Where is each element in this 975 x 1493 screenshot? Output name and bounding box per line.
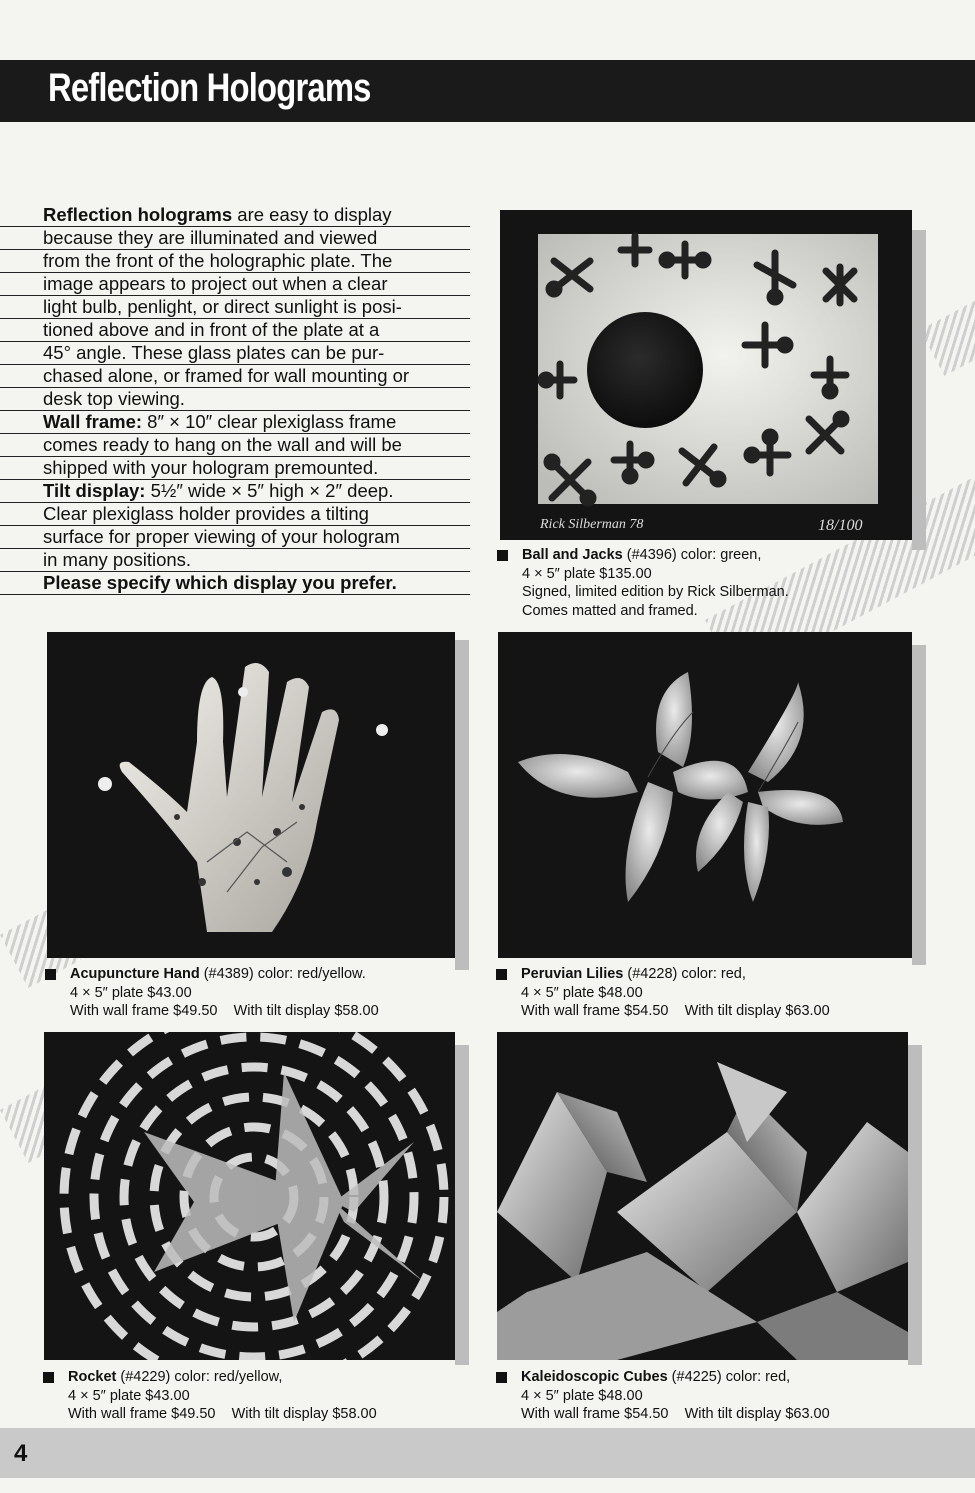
intro-line-text: because they are illuminated and viewed xyxy=(43,227,378,248)
intro-text xyxy=(0,204,470,595)
photo-edition-number: 18/100 xyxy=(818,517,863,534)
intro-line xyxy=(0,480,470,503)
intro-line-text: Clear plexiglass holder provides a tilting xyxy=(43,503,369,524)
bullet-icon xyxy=(497,550,508,561)
intro-line-text: light bulb, penlight, or direct sunlight is posi- xyxy=(43,296,402,317)
page-title: Reflection Holograms xyxy=(48,66,371,110)
intro-line xyxy=(0,204,470,227)
intro-line xyxy=(0,411,470,434)
intro-line xyxy=(0,296,470,319)
intro-line-text: in many positions. xyxy=(43,549,192,570)
intro-line-text: 8″ × 10″ clear plexiglass frame xyxy=(142,411,397,432)
photo-shadow xyxy=(455,640,469,970)
intro-line-text: surface for proper viewing of your hologram xyxy=(43,526,400,547)
photo-shadow xyxy=(455,1045,469,1365)
page-number: 4 xyxy=(14,1440,28,1467)
intro-line-bold: Tilt display: xyxy=(43,480,146,501)
caption-rocket: Rocket (#4229) color: red/yellow, 4 × 5″ plate $43.00 With wall frame $49.50 With tilt display $58.00 xyxy=(68,1368,377,1424)
photo-peruvian-lilies xyxy=(498,632,912,958)
intro-line-text: shipped with your hologram premounted. xyxy=(43,457,379,478)
intro-line-bold: Please specify which display you prefer. xyxy=(43,572,397,593)
bullet-icon xyxy=(43,1372,54,1383)
intro-line-bold: Reflection holograms xyxy=(43,204,233,225)
intro-line xyxy=(0,572,470,595)
intro-line-text: desk top viewing. xyxy=(43,388,185,409)
intro-line xyxy=(0,250,470,273)
intro-line xyxy=(0,503,470,526)
intro-line-text: are easy to display xyxy=(232,204,392,225)
caption-peruvian-lilies: Peruvian Lilies (#4228) color: red, 4 × 5″ plate $48.00 With wall frame $54.50 With tilt display $63.00 xyxy=(521,965,830,1021)
intro-line-text: 45° angle. These glass plates can be pur- xyxy=(43,342,385,363)
intro-line xyxy=(0,342,470,365)
intro-line-text: from the front of the holographic plate. The xyxy=(43,250,393,271)
photo-ball-and-jacks xyxy=(500,210,912,540)
bullet-icon xyxy=(496,969,507,980)
intro-line xyxy=(0,227,470,250)
intro-line-text: 5½″ wide × 5″ high × 2″ deep. xyxy=(145,480,394,501)
caption-kaleidoscopic-cubes: Kaleidoscopic Cubes (#4225) color: red, 4 × 5″ plate $48.00 With wall frame $54.50 With tilt display $63.00 xyxy=(521,1368,830,1424)
intro-line xyxy=(0,319,470,342)
photo-signature: Rick Silberman 78 xyxy=(540,517,644,532)
photo-shadow xyxy=(908,1045,922,1365)
intro-line xyxy=(0,549,470,572)
photo-shadow xyxy=(912,645,926,965)
caption-acupuncture-hand: Acupuncture Hand (#4389) color: red/yellow. 4 × 5″ plate $43.00 With wall frame $49.50 With tilt display $58.00 xyxy=(70,965,379,1021)
intro-line-text: tioned above and in front of the plate at a xyxy=(43,319,380,340)
decorative-stripe xyxy=(920,288,975,376)
intro-line xyxy=(0,273,470,296)
photo-kaleidoscopic-cubes xyxy=(497,1032,908,1360)
bullet-icon xyxy=(45,969,56,980)
intro-line xyxy=(0,388,470,411)
intro-line xyxy=(0,526,470,549)
photo-acupuncture-hand xyxy=(47,632,455,958)
intro-line-bold: Wall frame: xyxy=(43,411,143,432)
caption-ball-and-jacks: Ball and Jacks (#4396) color: green, 4 × 5″ plate $135.00 Signed, limited edition by Rick Silberman. Comes matted and framed. xyxy=(522,546,789,620)
photo-shadow xyxy=(912,230,926,550)
photo-rocket xyxy=(44,1032,455,1360)
intro-line xyxy=(0,457,470,480)
footer-bar xyxy=(0,1428,975,1478)
intro-line-text: comes ready to hang on the wall and will be xyxy=(43,434,402,455)
intro-line xyxy=(0,365,470,388)
bullet-icon xyxy=(496,1372,507,1383)
intro-line-text: image appears to project out when a clear xyxy=(43,273,388,294)
intro-line xyxy=(0,434,470,457)
intro-line-text: chased alone, or framed for wall mounting or xyxy=(43,365,410,386)
